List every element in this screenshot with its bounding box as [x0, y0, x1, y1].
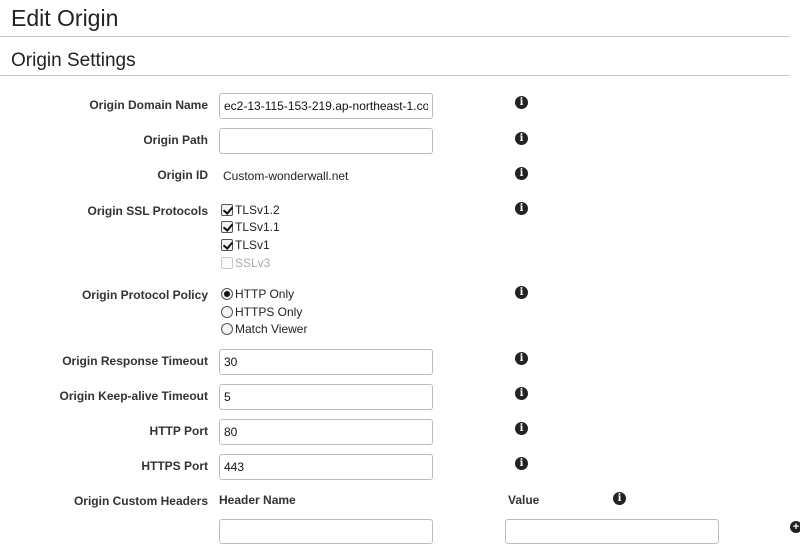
checkbox-checked-icon[interactable] [221, 221, 233, 233]
info-icon[interactable]: i [515, 286, 528, 299]
origin-custom-headers-label: Origin Custom Headers [73, 494, 208, 508]
header-value-column-label: Value [508, 493, 540, 507]
ssl-option-sslv3 [221, 255, 270, 271]
checkbox-disabled-icon [221, 257, 233, 269]
title-divider [0, 36, 790, 37]
origin-id-label: Origin ID [157, 168, 208, 182]
checkbox-checked-icon[interactable] [221, 239, 233, 251]
radio-unselected-icon[interactable] [221, 323, 233, 335]
protocol-option-label: Match Viewer [235, 322, 308, 336]
origin-domain-name-label: Origin Domain Name [89, 98, 208, 112]
origin-path-label: Origin Path [143, 133, 208, 147]
origin-response-timeout-label: Origin Response Timeout [62, 354, 208, 368]
ssl-option-label: SSLv3 [235, 256, 271, 270]
section-title: Origin Settings [11, 50, 136, 71]
origin-id-value: Custom-wonderwall.net [223, 169, 349, 183]
page-title: Edit Origin [11, 5, 119, 31]
https-port-input[interactable] [219, 454, 433, 480]
ssl-option-tlsv1-1[interactable] [221, 219, 280, 235]
header-name-column-label: Header Name [219, 493, 296, 507]
info-icon[interactable]: i [515, 96, 528, 109]
header-value-input[interactable] [505, 519, 719, 544]
info-icon[interactable]: i [613, 492, 626, 505]
section-divider [0, 75, 790, 76]
header-name-input[interactable] [219, 519, 433, 544]
checkbox-checked-icon[interactable] [221, 204, 233, 216]
ssl-option-tlsv1[interactable] [221, 237, 270, 253]
http-port-label: HTTP Port [149, 424, 208, 438]
origin-response-timeout-input[interactable] [219, 349, 433, 375]
radio-unselected-icon[interactable] [221, 306, 233, 318]
protocol-option-https-only[interactable] [221, 304, 302, 320]
info-icon[interactable]: i [515, 387, 528, 400]
ssl-option-label: TLSv1.1 [235, 220, 280, 234]
origin-ssl-protocols-label: Origin SSL Protocols [87, 204, 208, 218]
ssl-option-label: TLSv1 [235, 238, 270, 252]
add-circle-icon[interactable]: + [790, 521, 800, 533]
ssl-option-label: TLSv1.2 [235, 203, 280, 217]
origin-path-input[interactable] [219, 128, 433, 154]
info-icon[interactable]: i [515, 132, 528, 145]
info-icon[interactable]: i [515, 167, 528, 180]
radio-selected-icon[interactable] [221, 288, 233, 300]
origin-keepalive-timeout-label: Origin Keep-alive Timeout [59, 389, 208, 403]
origin-domain-name-input[interactable] [219, 93, 433, 119]
info-icon[interactable]: i [515, 352, 528, 365]
ssl-option-tlsv1-2[interactable] [221, 202, 280, 218]
protocol-option-match-viewer[interactable] [221, 321, 307, 337]
info-icon[interactable]: i [515, 202, 528, 215]
protocol-option-label: HTTPS Only [235, 305, 303, 319]
http-port-input[interactable] [219, 419, 433, 445]
https-port-label: HTTPS Port [141, 459, 208, 473]
origin-protocol-policy-label: Origin Protocol Policy [81, 288, 208, 302]
info-icon[interactable]: i [515, 457, 528, 470]
origin-keepalive-timeout-input[interactable] [219, 384, 433, 410]
protocol-option-label: HTTP Only [235, 287, 295, 301]
info-icon[interactable]: i [515, 422, 528, 435]
protocol-option-http-only[interactable] [221, 286, 294, 302]
